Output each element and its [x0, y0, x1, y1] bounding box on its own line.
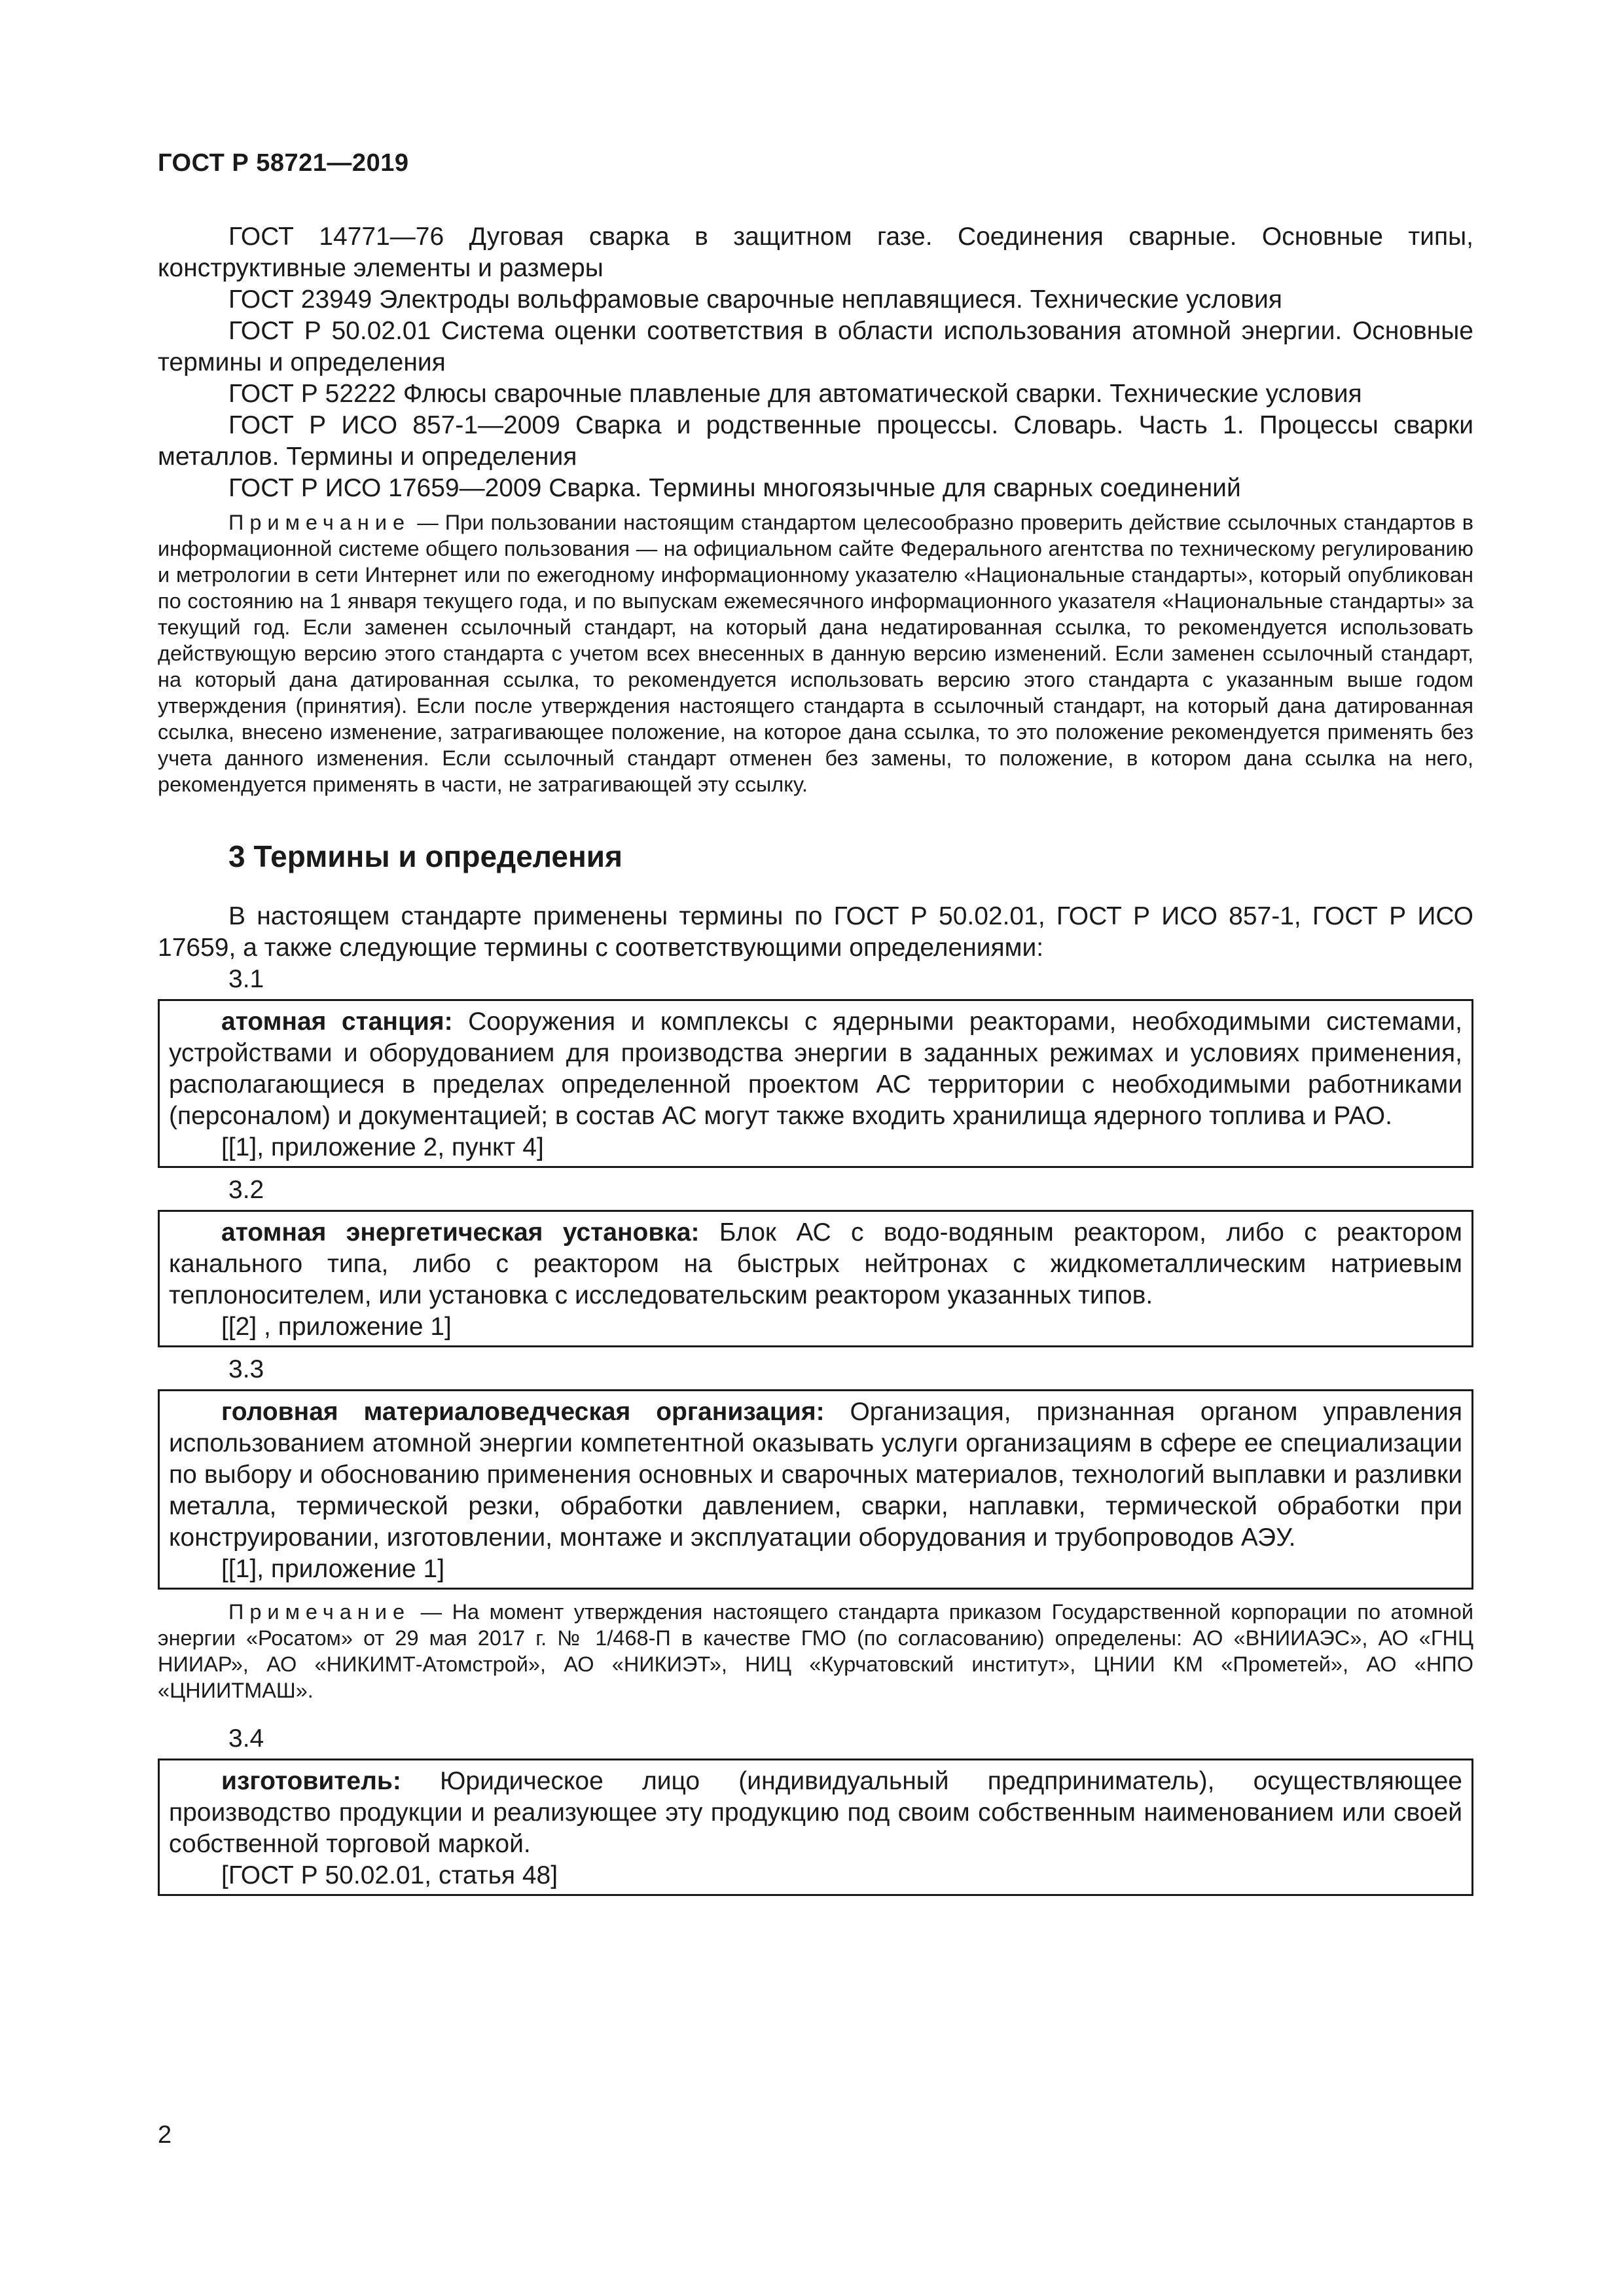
- term-number: 3.1: [228, 965, 264, 993]
- term-text: Организация, признанная органом управления использованием атомной энергии компетентной оказывать услуги организациям в сфере ее специализации по выбору и обоснованию применения основных и сварочных материалов, технологий выплавки и разливки металла, термической резки, обработки давлением, сварки, наплавки, термической обработки при конструировании, изготовлении, монтаже и эксплуатации оборудования и трубопроводов АЭУ.: [169, 1398, 1462, 1552]
- note-label: Примечание: [228, 511, 411, 534]
- term-box: [158, 999, 1473, 1168]
- note-text: — На момент утверждения настоящего стандарта приказом Государственной корпорации по атомной энергии «Росатом» от 29 мая 2017 г. № 1/468-П в качестве ГМО (по согласованию) определены: АО «ВНИИАЭС», АО «ГНЦ НИИАР», АО «НИКИМТ-Атомстрой», АО «НИКИЭТ», НИЦ «Курчатовский институт», ЦНИИ КМ «Прометей», АО «НПО «ЦНИИТМАШ».: [158, 1600, 1473, 1702]
- note-references: [158, 509, 1473, 797]
- term-number: 3.4: [228, 1724, 264, 1753]
- section-intro: В настоящем стандарте применены термины по ГОСТ Р 50.02.01, ГОСТ Р ИСО 857-1, ГОСТ Р ИСО 17659, а также следующие термины с соответствующими определениями:: [158, 902, 1473, 962]
- term-source: [[1], приложение 1]: [221, 1555, 445, 1583]
- term-definition: [169, 1217, 1462, 1311]
- reference-item: ГОСТ 14771—76 Дуговая сварка в защитном газе. Соединения сварные. Основные типы, конструктивные элементы и размеры: [158, 223, 1473, 282]
- term-text: Сооружения и комплексы с ядерными реакторами, необходимыми системами, устройствами и оборудованием для производства энергии в заданных режимах и условиях применения, располагающиеся в пределах определенной проектом АС территории с необходимыми работниками (персоналом) и документацией; в состав АС могут также входить хранилища ядерного топлива и РАО.: [169, 1008, 1462, 1130]
- term-source: [[2] , приложение 1]: [221, 1313, 452, 1341]
- term-box: [158, 1210, 1473, 1347]
- reference-item: ГОСТ 23949 Электроды вольфрамовые сварочные неплавящиеся. Технические условия: [228, 285, 1282, 314]
- term-name: головная материаловедческая организация:: [221, 1398, 825, 1426]
- note-label: Примечание: [228, 1600, 411, 1624]
- term-definition: [169, 1396, 1462, 1554]
- references-list: [158, 221, 1473, 504]
- term-text: Юридическое лицо (индивидуальный предприниматель), осуществляющее производство продукции и реализующее эту продукцию под своим собственным наименованием или своей собственной торговой маркой.: [169, 1767, 1462, 1858]
- term-number: 3.3: [228, 1355, 264, 1383]
- reference-item: ГОСТ Р ИСО 857-1—2009 Сварка и родственные процессы. Словарь. Часть 1. Процессы сварки металлов. Термины и определения: [158, 411, 1473, 471]
- page-number: 2: [158, 2121, 172, 2149]
- reference-item: ГОСТ Р 50.02.01 Система оценки соответствия в области использования атомной энергии. Основные термины и определения: [158, 317, 1473, 376]
- term-source: [ГОСТ Р 50.02.01, статья 48]: [221, 1861, 558, 1889]
- term-definition: [169, 1006, 1462, 1132]
- term-name: атомная энергетическая установка:: [221, 1218, 700, 1247]
- reference-item: ГОСТ Р ИСО 17659—2009 Сварка. Термины многоязычные для сварных соединений: [228, 474, 1241, 502]
- term-box: [158, 1389, 1473, 1590]
- term-box: [158, 1758, 1473, 1896]
- term-number: 3.2: [228, 1176, 264, 1204]
- term-name: изготовитель:: [221, 1767, 401, 1795]
- document-header: ГОСТ Р 58721—2019: [158, 149, 409, 177]
- term-definition: [169, 1766, 1462, 1860]
- term-name: атомная станция:: [221, 1008, 453, 1036]
- reference-item: ГОСТ Р 52222 Флюсы сварочные плавленые для автоматической сварки. Технические условия: [228, 380, 1362, 408]
- term-text: Блок АС с водо-водяным реактором, либо с реактором канального типа, либо с реактором на быстрых нейтронах с жидкометаллическим натриевым теплоносителем, или установка с исследовательским реактором указанных типов.: [169, 1218, 1462, 1309]
- note-text: — При пользовании настоящим стандартом целесообразно проверить действие ссылочных стандартов в информационной системе общего пользования — на официальном сайте Федерального агентства по техническому регулированию и метрологии в сети Интернет или по ежегодному информационному указателю «Национальные стандарты», который опубликован по состоянию на 1 января текущего года, и по выпускам ежемесячного информационного указателя «Национальные стандарты» за текущий год. Если заменен ссылочный стандарт, на который дана недатированная ссылка, то рекомендуется использовать действующую версию этого стандарта с учетом всех внесенных в данную версию изменений. Если заменен ссылочный стандарт, на который дана датированная ссылка, то рекомендуется использовать версию этого стандарта с указанным выше годом утверждения (принятия). Если после утверждения настоящего стандарта в ссылочный стандарт, на который дана датированная ссылка, внесено изменение, затрагивающее положение, на которое дана ссылка, то это положение рекомендуется применять без учета данного изменения. Если ссылочный стандарт отменен без замены, то положение, в котором дана ссылка на него, рекомендуется применять в части, не затрагивающей эту ссылку.: [158, 511, 1473, 796]
- section-title: 3 Термины и определения: [228, 839, 623, 873]
- term-source: [[1], приложение 2, пункт 4]: [221, 1133, 544, 1161]
- note-gmo: [158, 1599, 1473, 1704]
- page-content: [158, 221, 1473, 1903]
